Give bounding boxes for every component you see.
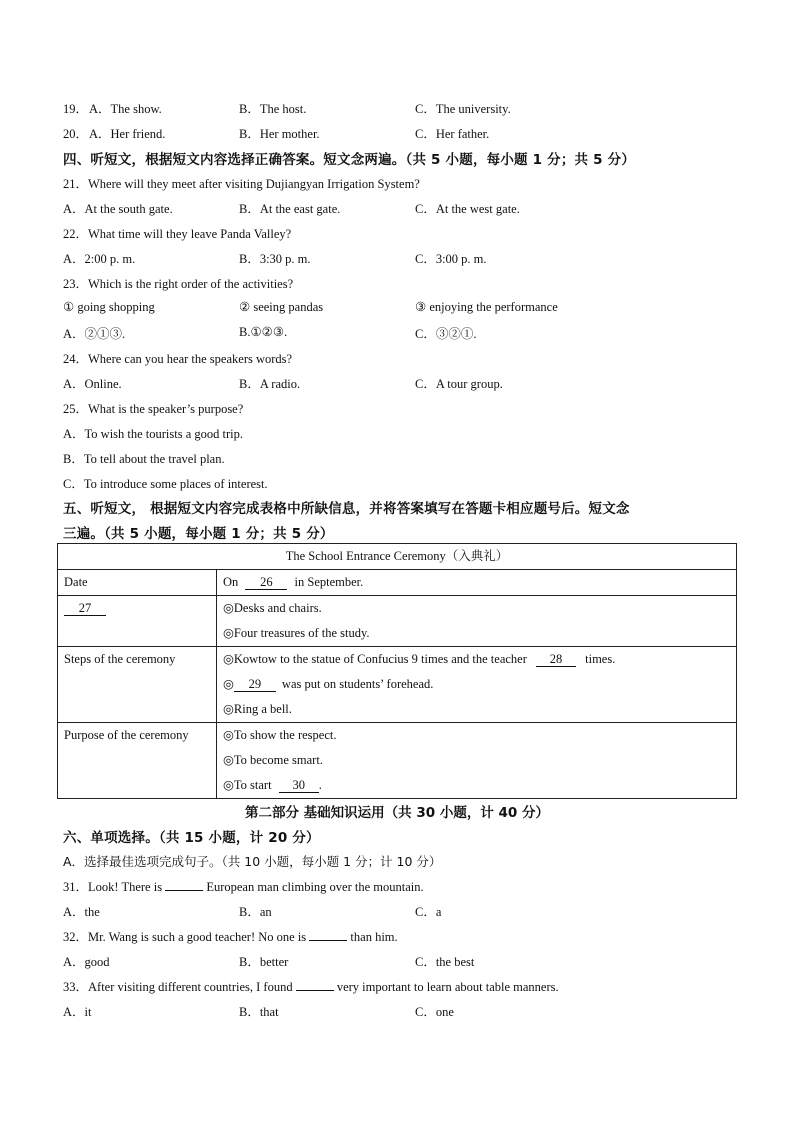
option-c: C．Her father. [415,127,490,141]
purpose-line: ◎To become smart. [223,753,323,767]
table-row [58,544,737,570]
section-heading-part6: 六、单项选择。（共 15 小题，计 20 分） [63,830,320,846]
item-line: ◎Four treasures of the study. [223,626,370,640]
option-c: C．3:00 p. m. [415,252,487,266]
question-23-activities [63,299,743,317]
option-b: B．better [239,955,289,969]
purpose-label: Purpose of the ceremony [64,728,189,742]
question-number: 19． [63,102,89,116]
question-22-options [63,249,743,267]
ceremony-table [57,543,737,799]
question-22-stem: 22．What time will they leave Panda Valley? [63,227,292,241]
section-heading-part5-line1: 五、听短文， 根据短文内容完成表格中所缺信息，并将答案填写在答题卡相应题号后。短文念 [63,501,630,517]
answer-blank-26[interactable]: 26 [245,575,287,590]
answer-blank-28[interactable]: 28 [536,652,576,667]
question-25-stem: 25．What is the speaker’s purpose? [63,402,244,416]
option-c: C．The university. [415,102,511,116]
table-row [58,723,737,799]
question-19-options [63,99,743,117]
step-line: ◎Ring a bell. [223,702,292,716]
question-21-options [63,199,743,217]
option-a: A．The show. [89,102,162,116]
question-24-options [63,374,743,392]
option-a: A．Online. [63,377,122,391]
question-24-stem: 24．Where can you hear the speakers words? [63,352,293,366]
option-a: A．At the south gate. [63,202,173,216]
items-label [64,596,210,621]
option-b: B．At the east gate. [239,202,341,216]
activity-2: ② seeing pandas [239,300,324,314]
answer-blank[interactable] [309,940,347,941]
question-21-stem: 21．Where will they meet after visiting Dujiangyan Irrigation System? [63,177,420,191]
activity-3: ③ enjoying the performance [415,300,558,314]
option-a: A．the [63,905,100,919]
purpose-line: ◎To start 30 . [223,778,322,792]
question-20-options [63,124,743,142]
date-label: Date [64,575,88,589]
part-two-title: 第二部分 基础知识运用（共 30 小题，计 40 分） [244,805,550,821]
option-c: C．At the west gate. [415,202,520,216]
question-32-stem: 32．Mr. Wang is such a good teacher! No one is than him. [63,930,398,944]
option-a: A．To wish the tourists a good trip. [63,427,244,441]
option-a: A．2:00 p. m. [63,252,136,266]
option-a: A．②①③. [63,327,126,341]
answer-blank-27[interactable]: 27 [64,601,106,616]
item-line: ◎Desks and chairs. [223,601,322,615]
option-a: A．Her friend. [89,127,166,141]
question-23-options [63,324,743,342]
option-b: B．The host. [239,102,307,116]
question-33-options [63,1002,743,1020]
section-heading-part4: 四、听短文，根据短文内容选择正确答案。短文念两遍。（共 5 小题，每小题 1 分；共 5 分） [63,152,636,168]
question-23-stem: 23．Which is the right order of the activities? [63,277,294,291]
option-a: A．it [63,1005,92,1019]
option-b: B．that [239,1005,279,1019]
option-c: C．a [415,905,442,919]
option-b: B.①②③. [239,325,288,339]
activity-1: ① going shopping [63,300,155,314]
answer-blank[interactable] [165,890,203,891]
option-c: C．A tour group. [415,377,503,391]
table-row [58,596,737,647]
option-c: C．To introduce some places of interest. [63,477,268,491]
question-31-stem: 31．Look! There is European man climbing over the mountain. [63,880,424,894]
option-c: C．one [415,1005,454,1019]
option-c: C．the best [415,955,475,969]
option-b: B．A radio. [239,377,301,391]
option-a: A．good [63,955,110,969]
option-b: B．3:30 p. m. [239,252,311,266]
question-33-stem: 33．After visiting different countries, I found very important to learn about table manners. [63,980,559,994]
step-line: ◎ 29 was put on students’ forehead. [223,677,434,691]
question-number: 20． [63,127,89,141]
step-line: ◎Kowtow to the statue of Confucius 9 times and the teacher 28 times. [223,652,616,666]
answer-blank-30[interactable]: 30 [279,778,319,793]
section-subheading: A．选择最佳选项完成句子。（共 10 小题，每小题 1 分；计 10 分） [63,854,442,869]
table-title: The School Entrance Ceremony（入典礼） [58,544,737,570]
answer-blank[interactable] [296,990,334,991]
table-row [58,647,737,723]
option-b: B．Her mother. [239,127,320,141]
question-32-options [63,952,743,970]
section-heading-part5-line2: 三遍。（共 5 小题，每小题 1 分；共 5 分） [63,526,334,542]
option-b: B．To tell about the travel plan. [63,452,225,466]
answer-blank-29[interactable]: 29 [234,677,276,692]
purpose-line: ◎To show the respect. [223,728,337,742]
table-row [58,570,737,596]
question-31-options [63,902,743,920]
date-value: On 26 in September. [223,575,364,589]
option-b: B．an [239,905,272,919]
steps-label: Steps of the ceremony [64,652,176,666]
option-c: C．③②①. [415,327,477,341]
